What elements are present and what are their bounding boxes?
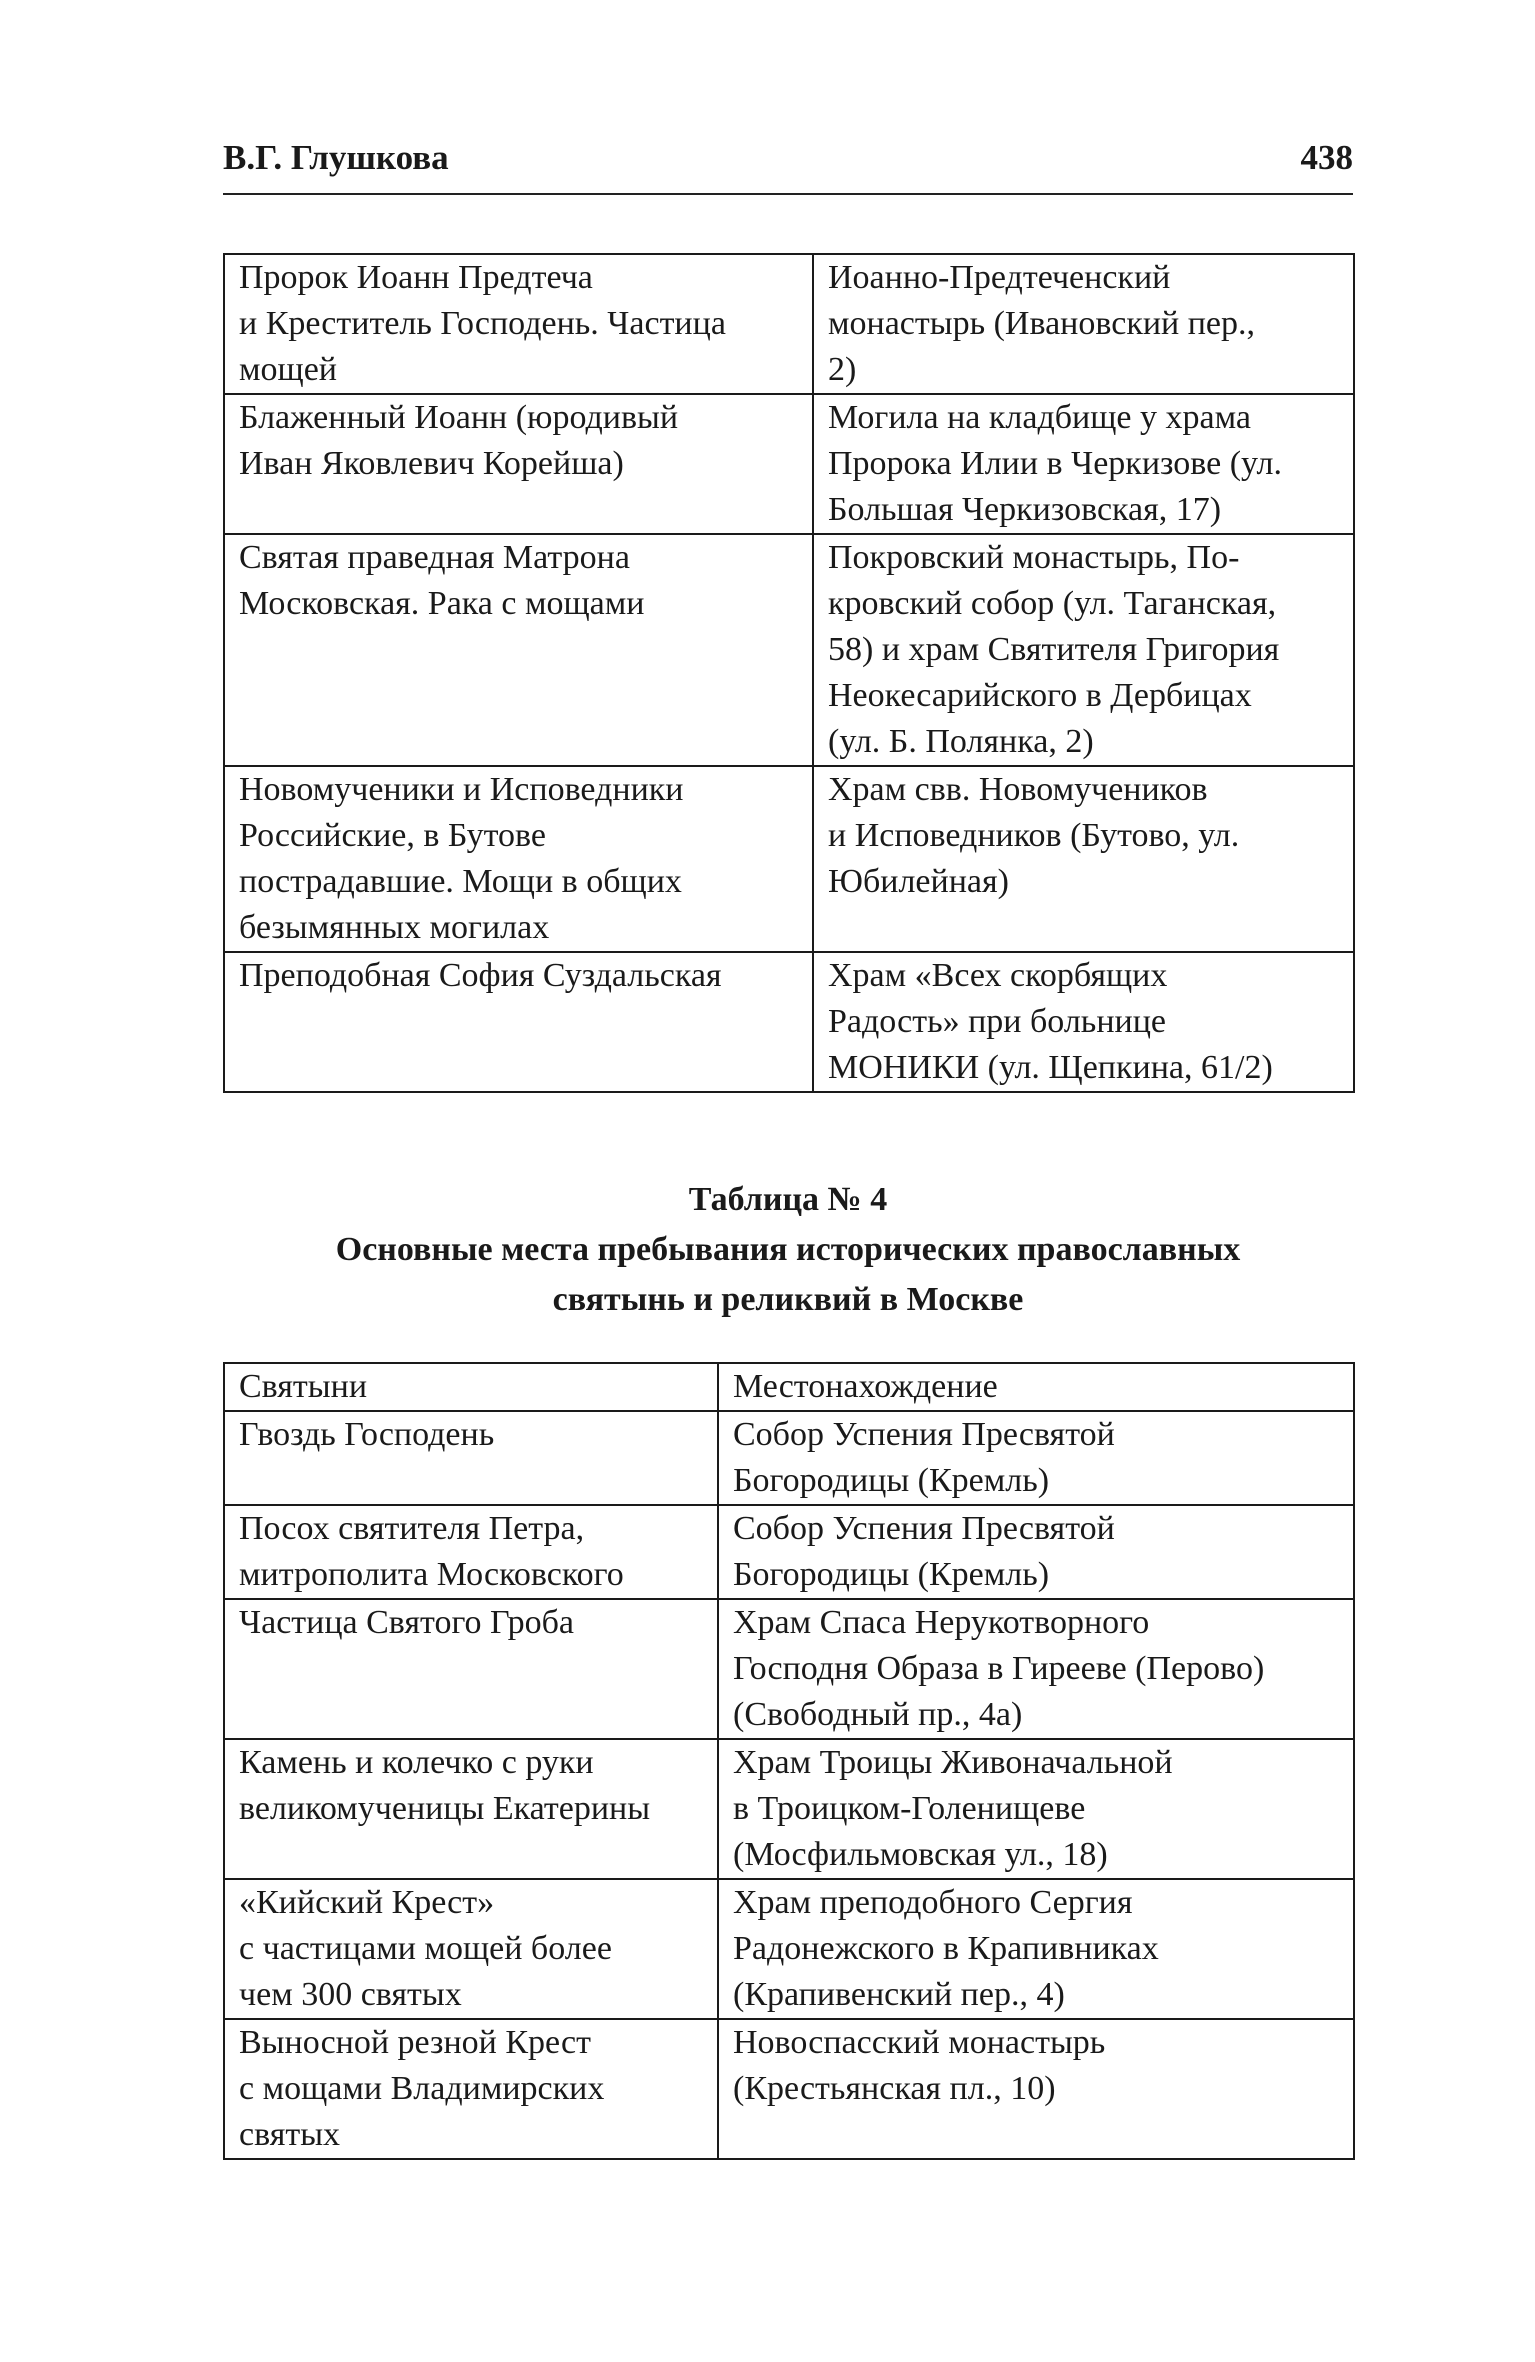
table-3-continued [223, 253, 1355, 1093]
table-cell: Блаженный Иоанн (юродивый Иван Яковлевич Корейша) [224, 394, 813, 534]
table-cell: Собор Успения Пресвятой Богородицы (Кремль) [718, 1505, 1354, 1599]
table-cell: Новоспасский монастырь (Крестьянская пл., 10) [718, 2019, 1354, 2159]
table-cell: Камень и колечко с руки великомученицы Екатерины [224, 1739, 718, 1879]
table-row [224, 254, 1354, 394]
table-cell: Новомученики и Исповедники Российские, в Бутове пострадавшие. Мощи в общих безымянных могилах [224, 766, 813, 952]
table-title-line-2: святынь и реликвий в Москве [552, 1281, 1024, 1318]
table-cell: Иоанно-Предтеченский монастырь (Ивановский пер., 2) [813, 254, 1354, 394]
table-cell: Посох святителя Петра, митрополита Московского [224, 1505, 718, 1599]
table-cell: Храм преподобного Сергия Радонежского в Крапивниках (Крапивенский пер., 4) [718, 1879, 1354, 2019]
table-row [224, 1879, 1354, 2019]
running-header [223, 138, 1353, 178]
table-row [224, 1599, 1354, 1739]
page-number: 438 [1300, 138, 1353, 177]
table-cell: Преподобная София Суздальская [224, 952, 813, 1092]
table-cell: Гвоздь Господень [224, 1411, 718, 1505]
column-header-shrines: Святыни [224, 1363, 718, 1411]
table-cell: Пророк Иоанн Предтеча и Креститель Господень. Частица мощей [224, 254, 813, 394]
author-name: В.Г. Глушкова [223, 138, 449, 177]
header-rule [223, 193, 1353, 195]
table-cell: Святая праведная Матрона Московская. Рака с мощами [224, 534, 813, 766]
table-row [224, 1739, 1354, 1879]
table-cell: Храм Троицы Живоначальной в Троицком-Голенищеве (Мосфильмовская ул., 18) [718, 1739, 1354, 1879]
table-row [224, 1505, 1354, 1599]
table-row [224, 2019, 1354, 2159]
column-header-location: Местонахождение [718, 1363, 1354, 1411]
table-cell: Могила на кладбище у храма Пророка Илии в Черкизове (ул. Большая Черкизовская, 17) [813, 394, 1354, 534]
table-row [224, 394, 1354, 534]
table-header-row [224, 1363, 1354, 1411]
table-cell: Выносной резной Крест с мощами Владимирских святых [224, 2019, 718, 2159]
table-number: Таблица № 4 [688, 1181, 888, 1218]
table-cell: Собор Успения Пресвятой Богородицы (Кремль) [718, 1411, 1354, 1505]
table-cell: Храм свв. Новомучеников и Исповедников (Бутово, ул. Юбилейная) [813, 766, 1354, 952]
table-row [224, 952, 1354, 1092]
table-cell: Покровский монастырь, По- кровский собор (ул. Таганская, 58) и храм Святителя Григория Неокесарийского в Дербицах (ул. Б. Полянка, 2) [813, 534, 1354, 766]
table-row [224, 1411, 1354, 1505]
table-cell: Частица Святого Гроба [224, 1599, 718, 1739]
table-cell: Храм «Всех скорбящих Радость» при больнице МОНИКИ (ул. Щепкина, 61/2) [813, 952, 1354, 1092]
table-title-line-1: Основные места пребывания исторических православных [335, 1231, 1241, 1268]
table-cell: «Кийский Крест» с частицами мощей более чем 300 святых [224, 1879, 718, 2019]
table-row [224, 534, 1354, 766]
table-4 [223, 1362, 1355, 2160]
table-cell: Храм Спаса Нерукотворного Господня Образа в Гирееве (Перово) (Свободный пр., 4а) [718, 1599, 1354, 1739]
table-row [224, 766, 1354, 952]
